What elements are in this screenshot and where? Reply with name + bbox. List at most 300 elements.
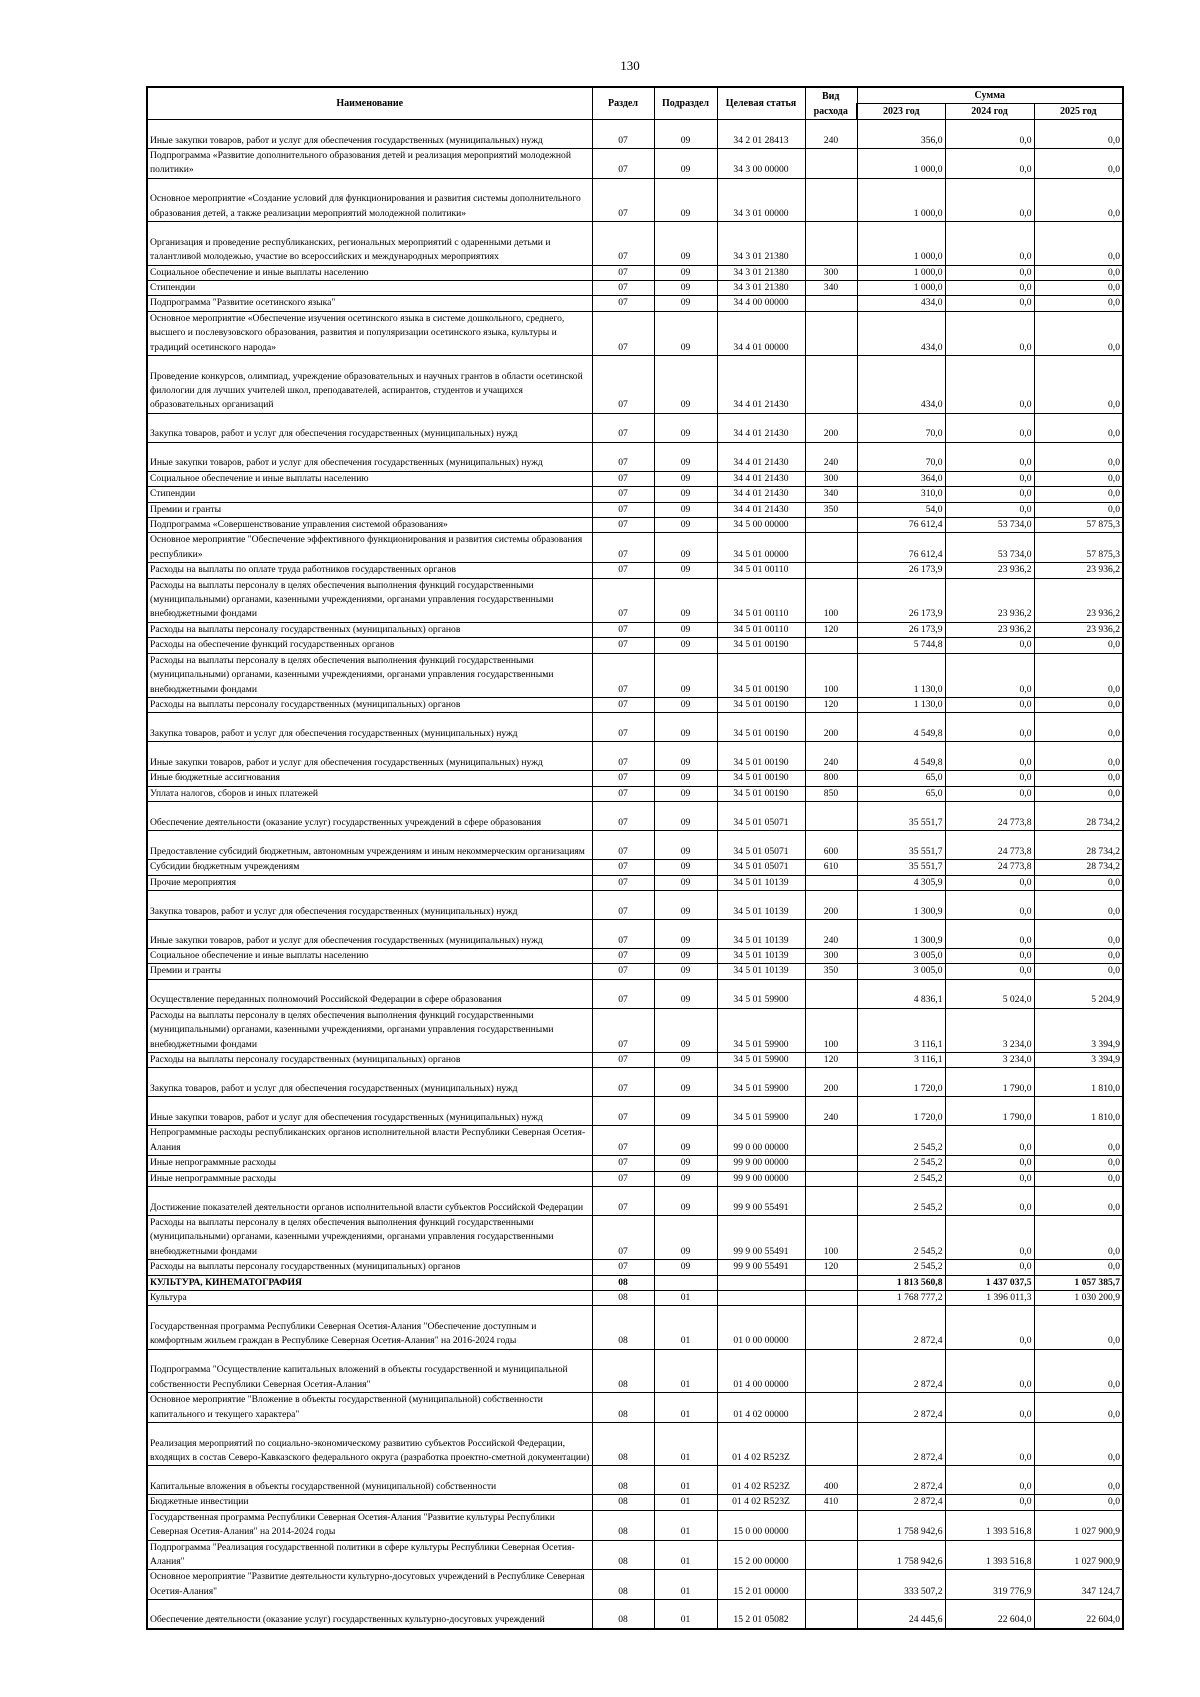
row-target-cell: 34 5 01 59900 — [717, 1008, 805, 1052]
row-sum-2023-cell: 1 768 777,2 — [857, 1291, 945, 1306]
row-exp-type-cell: 800 — [805, 771, 857, 786]
row-exp-type-cell — [805, 563, 857, 578]
row-target-cell: 34 5 01 10139 — [717, 964, 805, 979]
row-sum-2024-cell: 53 734,0 — [945, 533, 1034, 563]
row-sum-2023-cell: 4 836,1 — [857, 979, 945, 1008]
row-sum-2024-cell: 0,0 — [945, 875, 1034, 890]
row-sum-2025-cell: 28 734,2 — [1034, 860, 1123, 875]
row-sum-2024-cell: 0,0 — [945, 1187, 1034, 1216]
row-target-cell: 34 5 01 00190 — [717, 742, 805, 771]
table-row — [147, 578, 1123, 622]
row-subsection-cell: 09 — [654, 697, 717, 712]
row-subsection-cell: 09 — [654, 979, 717, 1008]
row-target-cell: 34 5 01 59900 — [717, 979, 805, 1008]
row-sum-2024-cell: 1 393 516,8 — [945, 1540, 1034, 1570]
row-section-cell: 07 — [592, 1216, 654, 1260]
row-target-cell: 34 4 01 21430 — [717, 502, 805, 517]
row-name-cell: Основное мероприятие "Вложение в объекты государственной (муниципальной) собственности капитального и текущего характера" — [147, 1393, 592, 1423]
row-target-cell: 34 3 01 00000 — [717, 178, 805, 221]
row-subsection-cell: 09 — [654, 638, 717, 653]
row-exp-type-cell: 240 — [805, 742, 857, 771]
table-row — [147, 1495, 1123, 1510]
row-section-cell: 07 — [592, 178, 654, 221]
row-exp-type-cell: 300 — [805, 471, 857, 486]
table-row — [147, 1187, 1123, 1216]
row-exp-type-cell: 240 — [805, 919, 857, 948]
row-subsection-cell: 09 — [654, 311, 717, 355]
row-sum-2025-cell: 1 027 900,9 — [1034, 1540, 1123, 1570]
table-row — [147, 638, 1123, 653]
row-target-cell: 01 4 02 R523Z — [717, 1466, 805, 1495]
row-sum-2024-cell: 0,0 — [945, 786, 1034, 801]
row-sum-2023-cell: 4 305,9 — [857, 875, 945, 890]
row-section-cell: 08 — [592, 1495, 654, 1510]
row-target-cell: 34 5 01 05071 — [717, 831, 805, 860]
row-sum-2025-cell: 0,0 — [1034, 1306, 1123, 1349]
row-name-cell: Премии и гранты — [147, 502, 592, 517]
row-section-cell: 07 — [592, 1052, 654, 1067]
row-target-cell: 01 4 00 00000 — [717, 1349, 805, 1392]
row-sum-2023-cell: 1 300,9 — [857, 890, 945, 919]
row-section-cell: 07 — [592, 890, 654, 919]
row-sum-2024-cell: 0,0 — [945, 265, 1034, 280]
row-section-cell: 07 — [592, 1097, 654, 1126]
row-subsection-cell: 09 — [654, 1126, 717, 1156]
table-row — [147, 771, 1123, 786]
row-section-cell: 08 — [592, 1510, 654, 1540]
row-name-cell: КУЛЬТУРА, КИНЕМАТОГРАФИЯ — [147, 1275, 592, 1290]
row-sum-2025-cell: 0,0 — [1034, 653, 1123, 697]
table-row — [147, 1570, 1123, 1600]
row-exp-type-cell — [805, 1126, 857, 1156]
row-sum-2023-cell: 2 872,4 — [857, 1393, 945, 1423]
col-2023-header: 2023 год — [857, 104, 945, 120]
row-sum-2024-cell: 0,0 — [945, 471, 1034, 486]
row-sum-2025-cell: 0,0 — [1034, 1187, 1123, 1216]
row-section-cell: 07 — [592, 1156, 654, 1171]
row-sum-2023-cell: 35 551,7 — [857, 860, 945, 875]
row-subsection-cell: 09 — [654, 471, 717, 486]
row-exp-type-cell — [805, 802, 857, 831]
row-target-cell: 34 5 01 00110 — [717, 578, 805, 622]
row-section-cell: 07 — [592, 771, 654, 786]
row-sum-2024-cell: 0,0 — [945, 120, 1034, 149]
row-sum-2025-cell: 0,0 — [1034, 1393, 1123, 1423]
row-name-cell: Иные закупки товаров, работ и услуг для обеспечения государственных (муниципальных) нужд — [147, 442, 592, 471]
row-sum-2024-cell: 23 936,2 — [945, 578, 1034, 622]
row-name-cell: Социальное обеспечение и иные выплаты населению — [147, 948, 592, 963]
row-sum-2024-cell: 0,0 — [945, 296, 1034, 311]
row-section-cell: 08 — [592, 1393, 654, 1423]
row-sum-2025-cell: 0,0 — [1034, 919, 1123, 948]
row-sum-2025-cell: 0,0 — [1034, 1156, 1123, 1171]
row-name-cell: Обеспечение деятельности (оказание услуг) государственных учреждений в сфере образования — [147, 802, 592, 831]
row-target-cell: 34 4 01 21430 — [717, 471, 805, 486]
table-row — [147, 831, 1123, 860]
table-row — [147, 533, 1123, 563]
row-name-cell: Премии и гранты — [147, 964, 592, 979]
row-section-cell: 07 — [592, 487, 654, 502]
table-row — [147, 265, 1123, 280]
table-row — [147, 442, 1123, 471]
row-sum-2024-cell: 0,0 — [945, 1156, 1034, 1171]
table-row — [147, 1510, 1123, 1540]
row-subsection-cell: 01 — [654, 1510, 717, 1540]
row-subsection-cell: 09 — [654, 487, 717, 502]
row-sum-2024-cell: 0,0 — [945, 697, 1034, 712]
row-sum-2023-cell: 70,0 — [857, 442, 945, 471]
row-sum-2023-cell: 4 549,8 — [857, 742, 945, 771]
row-sum-2023-cell: 1 813 560,8 — [857, 1275, 945, 1290]
table-row — [147, 964, 1123, 979]
row-name-cell: Подпрограмма «Совершенствование управления системой образования» — [147, 518, 592, 533]
row-section-cell: 07 — [592, 413, 654, 442]
row-exp-type-cell — [805, 875, 857, 890]
row-subsection-cell: 09 — [654, 1068, 717, 1097]
row-subsection-cell: 09 — [654, 1171, 717, 1186]
row-sum-2025-cell: 0,0 — [1034, 964, 1123, 979]
row-subsection-cell: 09 — [654, 890, 717, 919]
table-row — [147, 149, 1123, 179]
row-sum-2024-cell: 0,0 — [945, 1216, 1034, 1260]
row-name-cell: Иные закупки товаров, работ и услуг для обеспечения государственных (муниципальных) нужд — [147, 742, 592, 771]
row-name-cell: Подпрограмма "Развитие осетинского языка" — [147, 296, 592, 311]
row-sum-2023-cell: 2 545,2 — [857, 1171, 945, 1186]
row-name-cell: Иные закупки товаров, работ и услуг для обеспечения государственных (муниципальных) нужд — [147, 120, 592, 149]
row-section-cell: 07 — [592, 948, 654, 963]
row-name-cell: Капитальные вложения в объекты государственной (муниципальной) собственности — [147, 1466, 592, 1495]
row-subsection-cell: 09 — [654, 563, 717, 578]
row-exp-type-cell: 200 — [805, 713, 857, 742]
row-section-cell: 07 — [592, 786, 654, 801]
row-sum-2025-cell: 0,0 — [1034, 311, 1123, 355]
row-sum-2025-cell: 0,0 — [1034, 1423, 1123, 1466]
row-sum-2023-cell: 26 173,9 — [857, 622, 945, 637]
row-subsection-cell: 09 — [654, 1008, 717, 1052]
row-sum-2024-cell: 0,0 — [945, 149, 1034, 179]
row-sum-2024-cell: 0,0 — [945, 890, 1034, 919]
row-subsection-cell: 09 — [654, 622, 717, 637]
row-subsection-cell: 09 — [654, 713, 717, 742]
row-exp-type-cell — [805, 311, 857, 355]
row-sum-2023-cell: 2 545,2 — [857, 1187, 945, 1216]
row-target-cell: 15 2 01 00000 — [717, 1570, 805, 1600]
row-sum-2024-cell: 24 773,8 — [945, 831, 1034, 860]
table-row — [147, 281, 1123, 296]
row-sum-2024-cell: 0,0 — [945, 487, 1034, 502]
row-sum-2024-cell: 24 773,8 — [945, 860, 1034, 875]
row-sum-2024-cell: 53 734,0 — [945, 518, 1034, 533]
row-sum-2023-cell: 2 545,2 — [857, 1216, 945, 1260]
row-target-cell: 99 9 00 55491 — [717, 1260, 805, 1275]
row-name-cell: Государственная программа Республики Северная Осетия-Алания "Развитие культуры Республики Северная Осетия-Алания" на 2014-2024 годы — [147, 1510, 592, 1540]
row-section-cell: 07 — [592, 802, 654, 831]
row-sum-2024-cell: 0,0 — [945, 1126, 1034, 1156]
row-exp-type-cell — [805, 1570, 857, 1600]
row-exp-type-cell — [805, 1349, 857, 1392]
table-row — [147, 1466, 1123, 1495]
row-target-cell: 34 5 01 59900 — [717, 1052, 805, 1067]
row-subsection-cell: 09 — [654, 964, 717, 979]
row-exp-type-cell: 100 — [805, 1216, 857, 1260]
table-body — [147, 120, 1123, 1629]
row-sum-2023-cell: 1 130,0 — [857, 697, 945, 712]
table-row — [147, 919, 1123, 948]
row-sum-2023-cell: 3 005,0 — [857, 948, 945, 963]
table-row — [147, 1171, 1123, 1186]
row-sum-2025-cell: 57 875,3 — [1034, 533, 1123, 563]
row-sum-2023-cell: 2 545,2 — [857, 1260, 945, 1275]
row-sum-2023-cell: 35 551,7 — [857, 831, 945, 860]
row-subsection-cell: 01 — [654, 1600, 717, 1629]
row-sum-2024-cell: 23 936,2 — [945, 563, 1034, 578]
row-sum-2024-cell: 24 773,8 — [945, 802, 1034, 831]
row-section-cell: 07 — [592, 638, 654, 653]
row-sum-2025-cell: 23 936,2 — [1034, 563, 1123, 578]
row-subsection-cell: 09 — [654, 875, 717, 890]
row-sum-2023-cell: 26 173,9 — [857, 563, 945, 578]
row-subsection-cell: 09 — [654, 442, 717, 471]
row-sum-2023-cell: 2 545,2 — [857, 1156, 945, 1171]
row-sum-2025-cell: 0,0 — [1034, 149, 1123, 179]
row-exp-type-cell: 350 — [805, 964, 857, 979]
row-target-cell: 34 5 00 00000 — [717, 518, 805, 533]
row-name-cell: Подпрограмма "Осуществление капитальных вложений в объекты государственной и муниципальной собственности Республики Северная Осетия-Алания" — [147, 1349, 592, 1392]
row-section-cell: 08 — [592, 1349, 654, 1392]
row-target-cell: 34 5 01 00190 — [717, 786, 805, 801]
row-name-cell: Иные закупки товаров, работ и услуг для обеспечения государственных (муниципальных) нужд — [147, 1097, 592, 1126]
row-exp-type-cell: 410 — [805, 1495, 857, 1510]
row-sum-2023-cell: 434,0 — [857, 356, 945, 414]
row-target-cell: 15 0 00 00000 — [717, 1510, 805, 1540]
row-section-cell: 07 — [592, 919, 654, 948]
row-sum-2025-cell: 28 734,2 — [1034, 831, 1123, 860]
row-exp-type-cell — [805, 1600, 857, 1629]
row-section-cell: 07 — [592, 1068, 654, 1097]
row-exp-type-cell: 100 — [805, 653, 857, 697]
row-sum-2023-cell: 2 545,2 — [857, 1126, 945, 1156]
row-sum-2024-cell: 0,0 — [945, 1423, 1034, 1466]
row-sum-2023-cell: 76 612,4 — [857, 533, 945, 563]
table-row — [147, 563, 1123, 578]
row-sum-2025-cell: 22 604,0 — [1034, 1600, 1123, 1629]
row-target-cell: 34 5 01 10139 — [717, 875, 805, 890]
row-section-cell: 07 — [592, 860, 654, 875]
row-sum-2023-cell: 70,0 — [857, 413, 945, 442]
row-sum-2023-cell: 434,0 — [857, 296, 945, 311]
row-subsection-cell: 09 — [654, 356, 717, 414]
row-sum-2024-cell: 0,0 — [945, 178, 1034, 221]
row-sum-2025-cell: 0,0 — [1034, 356, 1123, 414]
row-sum-2025-cell: 0,0 — [1034, 502, 1123, 517]
table-row — [147, 1306, 1123, 1349]
table-row — [147, 502, 1123, 517]
row-sum-2025-cell: 0,0 — [1034, 786, 1123, 801]
table-row — [147, 296, 1123, 311]
row-subsection-cell: 09 — [654, 518, 717, 533]
row-exp-type-cell — [805, 638, 857, 653]
row-name-cell: Стипендии — [147, 281, 592, 296]
table-row — [147, 1291, 1123, 1306]
row-name-cell: Иные бюджетные ассигнования — [147, 771, 592, 786]
table-header — [147, 87, 1123, 120]
row-sum-2025-cell: 0,0 — [1034, 296, 1123, 311]
row-sum-2025-cell: 0,0 — [1034, 742, 1123, 771]
row-sum-2023-cell: 1 758 942,6 — [857, 1540, 945, 1570]
row-sum-2025-cell: 1 810,0 — [1034, 1097, 1123, 1126]
row-name-cell: Расходы на обеспечение функций государственных органов — [147, 638, 592, 653]
row-name-cell: Уплата налогов, сборов и иных платежей — [147, 786, 592, 801]
row-sum-2023-cell: 2 872,4 — [857, 1423, 945, 1466]
table-row — [147, 1008, 1123, 1052]
row-name-cell: Основное мероприятие "Развитие деятельности культурно-досуговых учреждений в Республике Северная Осетия-Алания" — [147, 1570, 592, 1600]
row-section-cell: 07 — [592, 742, 654, 771]
row-sum-2023-cell: 1 130,0 — [857, 653, 945, 697]
row-subsection-cell: 09 — [654, 533, 717, 563]
row-sum-2023-cell: 1 000,0 — [857, 281, 945, 296]
row-name-cell: Закупка товаров, работ и услуг для обеспечения государственных (муниципальных) нужд — [147, 1068, 592, 1097]
row-target-cell: 34 5 01 00190 — [717, 638, 805, 653]
col-target-header: Целевая статья — [717, 87, 805, 120]
row-sum-2023-cell: 65,0 — [857, 771, 945, 786]
row-sum-2025-cell: 0,0 — [1034, 1126, 1123, 1156]
row-sum-2024-cell: 1 393 516,8 — [945, 1510, 1034, 1540]
row-target-cell: 99 0 00 00000 — [717, 1126, 805, 1156]
row-exp-type-cell — [805, 1275, 857, 1290]
col-exp-type-header: Вид расхода — [805, 87, 857, 120]
row-subsection-cell: 09 — [654, 860, 717, 875]
row-target-cell: 34 5 01 05071 — [717, 860, 805, 875]
row-target-cell: 34 5 01 10139 — [717, 919, 805, 948]
row-name-cell: Закупка товаров, работ и услуг для обеспечения государственных (муниципальных) нужд — [147, 890, 592, 919]
row-name-cell: Прочие мероприятия — [147, 875, 592, 890]
row-sum-2025-cell: 23 936,2 — [1034, 578, 1123, 622]
row-name-cell: Расходы на выплаты по оплате труда работников государственных органов — [147, 563, 592, 578]
row-subsection-cell: 09 — [654, 1052, 717, 1067]
row-exp-type-cell: 240 — [805, 1097, 857, 1126]
row-exp-type-cell — [805, 518, 857, 533]
row-sum-2024-cell: 23 936,2 — [945, 622, 1034, 637]
table-row — [147, 1260, 1123, 1275]
row-target-cell: 01 0 00 00000 — [717, 1306, 805, 1349]
row-sum-2025-cell: 0,0 — [1034, 1216, 1123, 1260]
row-sum-2025-cell: 0,0 — [1034, 487, 1123, 502]
row-exp-type-cell: 400 — [805, 1466, 857, 1495]
row-sum-2025-cell: 0,0 — [1034, 890, 1123, 919]
row-sum-2023-cell: 24 445,6 — [857, 1600, 945, 1629]
row-sum-2024-cell: 0,0 — [945, 638, 1034, 653]
row-name-cell: Культура — [147, 1291, 592, 1306]
table-row — [147, 1423, 1123, 1466]
row-subsection-cell: 09 — [654, 1187, 717, 1216]
row-sum-2024-cell: 0,0 — [945, 1495, 1034, 1510]
row-target-cell: 34 3 01 21380 — [717, 281, 805, 296]
row-sum-2023-cell: 1 000,0 — [857, 265, 945, 280]
row-section-cell: 07 — [592, 875, 654, 890]
row-subsection-cell — [654, 1275, 717, 1290]
row-sum-2023-cell: 434,0 — [857, 311, 945, 355]
row-target-cell: 01 4 02 R523Z — [717, 1423, 805, 1466]
row-sum-2023-cell: 2 872,4 — [857, 1306, 945, 1349]
row-target-cell: 34 5 01 59900 — [717, 1068, 805, 1097]
row-name-cell: Расходы на выплаты персоналу в целях обеспечения выполнения функций государственными (муниципальными) органами, казенными учреждениями, органами управления государственными внебюджетными фондами — [147, 1008, 592, 1052]
table-row — [147, 622, 1123, 637]
row-subsection-cell: 09 — [654, 502, 717, 517]
row-name-cell: Стипендии — [147, 487, 592, 502]
table-row — [147, 890, 1123, 919]
row-name-cell: Достижение показателей деятельности органов исполнительной власти субъектов Российской Федерации — [147, 1187, 592, 1216]
row-sum-2025-cell: 347 124,7 — [1034, 1570, 1123, 1600]
row-target-cell: 34 3 00 00000 — [717, 149, 805, 179]
row-name-cell: Основное мероприятие "Обеспечение эффективного функционирования и развития системы образования республики» — [147, 533, 592, 563]
table-row — [147, 413, 1123, 442]
row-sum-2023-cell: 2 872,4 — [857, 1466, 945, 1495]
row-sum-2024-cell: 0,0 — [945, 222, 1034, 265]
row-subsection-cell: 09 — [654, 802, 717, 831]
row-subsection-cell: 01 — [654, 1495, 717, 1510]
row-section-cell: 07 — [592, 222, 654, 265]
row-sum-2023-cell: 35 551,7 — [857, 802, 945, 831]
row-sum-2025-cell: 0,0 — [1034, 120, 1123, 149]
row-sum-2023-cell: 5 744,8 — [857, 638, 945, 653]
table-row — [147, 1126, 1123, 1156]
row-sum-2025-cell: 0,0 — [1034, 771, 1123, 786]
col-2025-header: 2025 год — [1034, 104, 1123, 120]
row-exp-type-cell: 600 — [805, 831, 857, 860]
row-subsection-cell: 09 — [654, 265, 717, 280]
row-section-cell: 07 — [592, 979, 654, 1008]
row-sum-2024-cell: 3 234,0 — [945, 1052, 1034, 1067]
row-exp-type-cell: 200 — [805, 890, 857, 919]
row-exp-type-cell — [805, 1423, 857, 1466]
row-sum-2025-cell: 0,0 — [1034, 1260, 1123, 1275]
table-row — [147, 1600, 1123, 1629]
row-subsection-cell: 09 — [654, 653, 717, 697]
row-sum-2025-cell: 1 027 900,9 — [1034, 1510, 1123, 1540]
row-section-cell: 07 — [592, 831, 654, 860]
row-sum-2025-cell: 0,0 — [1034, 413, 1123, 442]
row-section-cell: 07 — [592, 265, 654, 280]
row-target-cell: 34 5 01 00190 — [717, 697, 805, 712]
row-exp-type-cell — [805, 1510, 857, 1540]
row-section-cell: 07 — [592, 578, 654, 622]
row-sum-2024-cell: 319 776,9 — [945, 1570, 1034, 1600]
row-name-cell: Расходы на выплаты персоналу государственных (муниципальных) органов — [147, 622, 592, 637]
row-exp-type-cell — [805, 1540, 857, 1570]
row-sum-2023-cell: 1 720,0 — [857, 1068, 945, 1097]
row-name-cell: Расходы на выплаты персоналу государственных (муниципальных) органов — [147, 1052, 592, 1067]
row-name-cell: Иные непрограммные расходы — [147, 1156, 592, 1171]
table-row — [147, 518, 1123, 533]
row-exp-type-cell: 610 — [805, 860, 857, 875]
row-subsection-cell: 09 — [654, 120, 717, 149]
row-target-cell: 34 5 01 00190 — [717, 771, 805, 786]
row-target-cell: 99 9 00 55491 — [717, 1216, 805, 1260]
row-name-cell: Непрограммные расходы республиканских органов исполнительной власти Республики Северная Осетия-Алания — [147, 1126, 592, 1156]
row-section-cell: 07 — [592, 964, 654, 979]
table-row — [147, 222, 1123, 265]
table-row — [147, 356, 1123, 414]
row-name-cell: Осуществление переданных полномочий Российской Федерации в сфере образования — [147, 979, 592, 1008]
col-sum-header: Сумма — [857, 87, 1123, 104]
row-exp-type-cell: 120 — [805, 1260, 857, 1275]
row-sum-2024-cell: 0,0 — [945, 413, 1034, 442]
col-2024-header: 2024 год — [945, 104, 1034, 120]
row-sum-2024-cell: 0,0 — [945, 653, 1034, 697]
row-section-cell: 07 — [592, 1126, 654, 1156]
row-target-cell: 34 2 01 28413 — [717, 120, 805, 149]
row-target-cell: 34 4 01 21430 — [717, 413, 805, 442]
